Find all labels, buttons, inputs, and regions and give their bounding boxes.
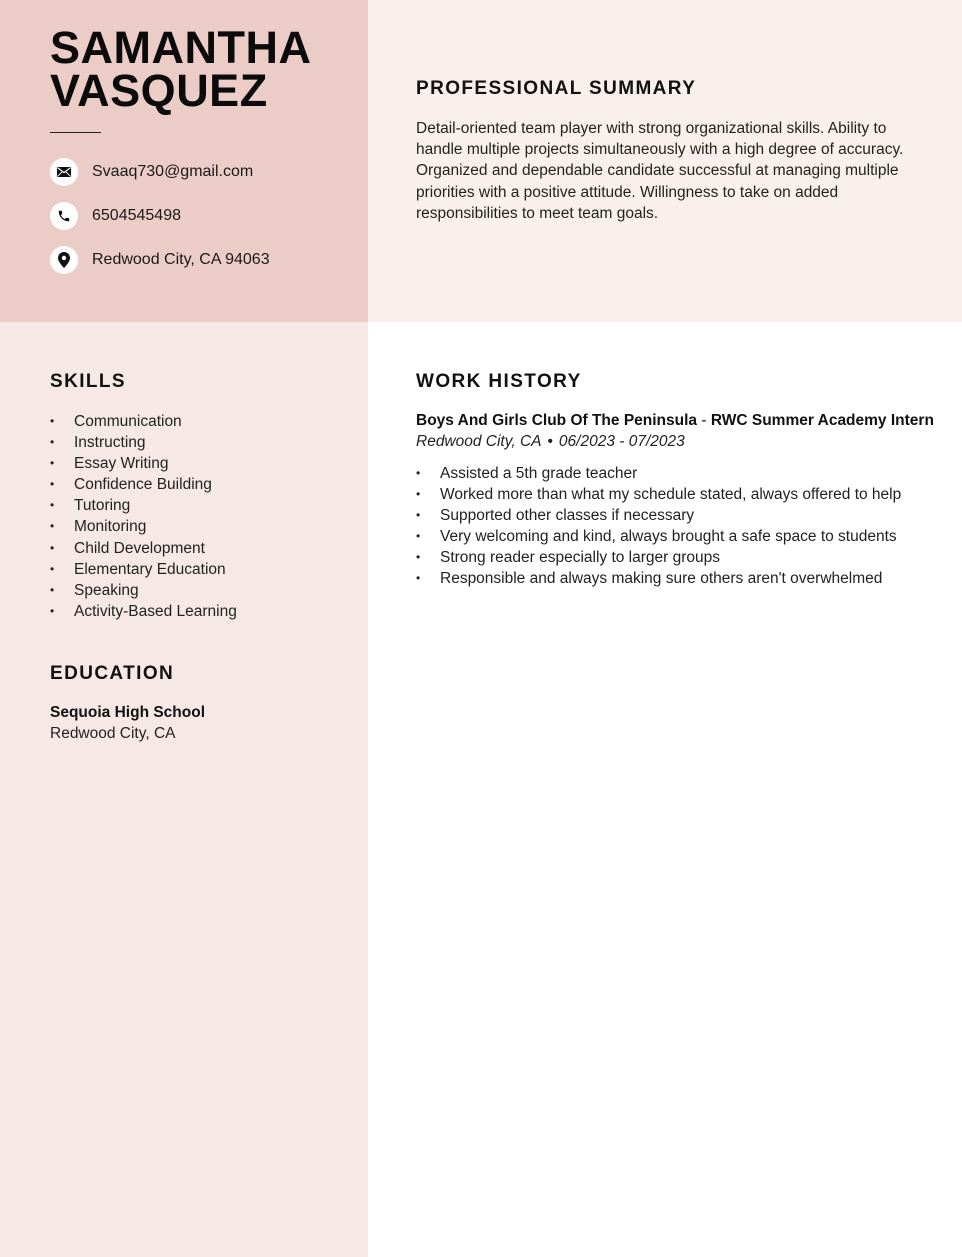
bullet-icon: •: [50, 414, 55, 428]
email-text[interactable]: Svaaq730@gmail.com: [92, 163, 254, 180]
job-bullet: • Strong reader especially to larger groups: [416, 547, 901, 568]
contact-email: [50, 158, 253, 186]
summary-text: Detail-oriented team player with strong organizational skills. Ability to handle multiple projects simultaneously with a high degree of accuracy. Organized and dependable candidate successful at managing multiple priorities with a positive attitude. Willingness to take on added responsibilities to meet team goals.: [416, 120, 904, 222]
envelope-icon: [50, 158, 78, 186]
job-bullet: • Supported other classes if necessary: [416, 505, 901, 526]
skill-item: • Speaking: [50, 580, 237, 601]
bullet-icon: •: [50, 582, 55, 597]
skill-item: • Communication: [50, 411, 237, 432]
candidate-name: [50, 22, 312, 116]
first-name: SAMANTHA: [50, 22, 312, 73]
skills-list: [50, 411, 237, 622]
bullet-icon: •: [416, 529, 421, 544]
education-heading: EDUCATION: [50, 663, 175, 684]
bullet-icon: •: [416, 487, 421, 502]
bullet-icon: •: [416, 466, 421, 480]
job-title: RWC Summer Academy Intern: [710, 412, 934, 429]
job-meta-line: [416, 433, 685, 451]
skill-item: • Monitoring: [50, 516, 237, 537]
skill-item: • Instructing: [50, 432, 237, 453]
skills-heading: SKILLS: [50, 371, 126, 392]
bullet-icon: •: [50, 498, 55, 513]
job-title-line: [416, 412, 934, 430]
skill-item: • Elementary Education: [50, 559, 237, 580]
phone-text[interactable]: 6504545498: [92, 207, 181, 224]
job-bullet: • Worked more than what my schedule stated, always offered to help: [416, 484, 901, 505]
skill-item: • Child Development: [50, 538, 237, 559]
job-bullets: [416, 463, 901, 590]
job-title-separator: -: [697, 412, 711, 429]
skill-item: • Essay Writing: [50, 453, 237, 474]
bullet-icon: •: [416, 550, 421, 565]
job-bullet: • Very welcoming and kind, always brought a safe space to students: [416, 526, 901, 547]
skill-item: • Confidence Building: [50, 474, 237, 495]
bullet-icon: •: [416, 571, 421, 586]
job-dates: 06/2023 - 07/2023: [558, 433, 685, 450]
contact-phone: [50, 202, 181, 230]
job-location: Redwood City, CA: [416, 433, 542, 450]
bullet-icon: •: [50, 540, 55, 555]
job-bullet: • Responsible and always making sure others aren't overwhelmed: [416, 568, 901, 589]
skill-item: • Activity-Based Learning: [50, 601, 237, 622]
job-meta-separator: •: [547, 433, 553, 450]
location-text: Redwood City, CA 94063: [92, 251, 270, 268]
bullet-icon: •: [50, 435, 55, 450]
name-divider: [50, 132, 101, 133]
summary-heading: PROFESSIONAL SUMMARY: [416, 78, 697, 99]
bullet-icon: •: [50, 603, 55, 618]
work-heading: WORK HISTORY: [416, 371, 582, 392]
education-school: Sequoia High School: [50, 704, 206, 721]
bullet-icon: •: [416, 508, 421, 523]
bullet-icon: •: [50, 519, 55, 534]
bullet-icon: •: [50, 561, 55, 576]
contact-location: [50, 246, 270, 274]
job-employer: Boys And Girls Club Of The Peninsula: [416, 412, 698, 429]
education-location: Redwood City, CA: [50, 725, 176, 742]
skill-item: • Tutoring: [50, 495, 237, 516]
job-bullet: • Assisted a 5th grade teacher: [416, 463, 901, 484]
phone-icon: [50, 202, 78, 230]
map-pin-icon: [50, 246, 78, 274]
bullet-icon: •: [50, 456, 55, 471]
bullet-icon: •: [50, 477, 55, 492]
last-name: VASQUEZ: [50, 65, 268, 116]
